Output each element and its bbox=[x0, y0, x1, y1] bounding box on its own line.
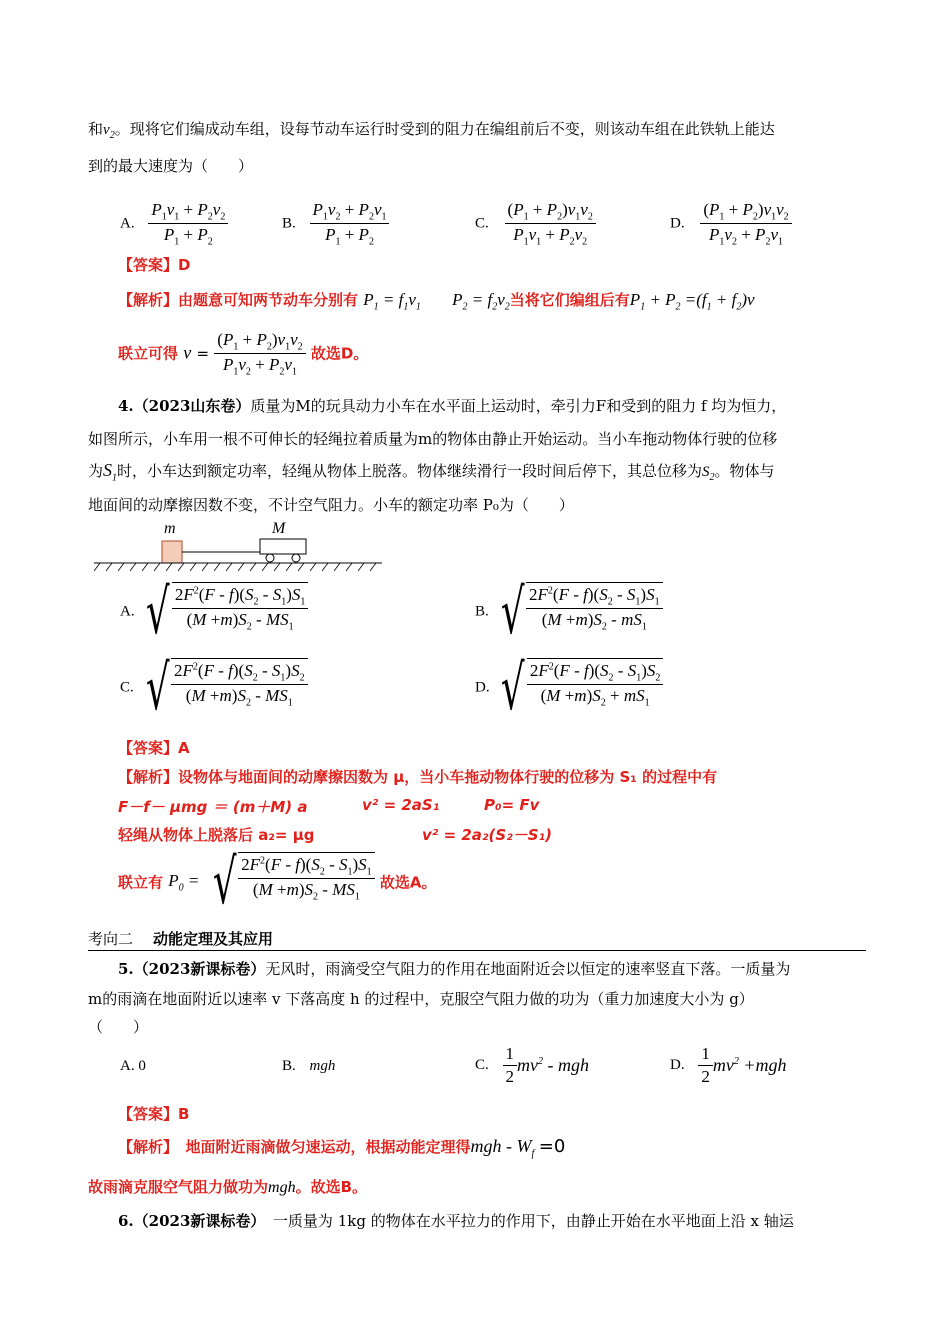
conclusion-end: 。故选B。 bbox=[295, 1178, 368, 1196]
q5-number: 5.（2023新课标卷） bbox=[118, 960, 266, 978]
q5-answer: 【答案】B bbox=[118, 1105, 190, 1123]
fig-label-M: M bbox=[272, 520, 286, 537]
q3-option-d[interactable] bbox=[670, 200, 792, 248]
ground-hatch bbox=[94, 563, 376, 571]
q4-c-formula: √ $\frac{2F^2(F - f)(S_2 - S_1)S_2}{(M +m)S_2 - MS_1}$ bbox=[138, 658, 308, 718]
fig-label-m: m bbox=[164, 520, 176, 537]
q3-line1-text: 。现将它们编成动车组，设每节动车运行时受到的阻力在编组前后不变，则该动车组在此铁轨上能达 bbox=[114, 120, 775, 138]
section-title: 动能定理及其应用 bbox=[153, 930, 274, 948]
q3-c-formula: $\frac{(P_1 + P_2)v_1v_2}{P_1v_1 + P_2v_2}$ bbox=[505, 200, 596, 248]
q4-eq3: P₀= Fv bbox=[484, 796, 540, 814]
q5-line2: m的雨滴在地面附近以速率 v 下落高度 h 的过程中，克服空气阻力做的功为（重力加速度大小为 g） bbox=[88, 990, 754, 1008]
option-letter: C. bbox=[120, 679, 134, 696]
q3-option-c[interactable] bbox=[475, 200, 596, 248]
q4-answer: 【答案】A bbox=[118, 739, 190, 757]
q3-answer: 【答案】D bbox=[118, 256, 191, 274]
q5-c-formula: $mv^2$ - mgh bbox=[517, 1055, 590, 1075]
q3-combine: 联立可得 v = $\frac{(P_1 + P_2)v_1v_2}{P_1v_2 + P_2v_1}$ 故选D。 bbox=[118, 330, 369, 378]
option-letter: D. bbox=[670, 1057, 685, 1073]
q4-analysis-1: 【解析】设物体与地面间的动摩擦因数为 μ，当小车拖动物体行驶的位移为 S₁ 的过程中有 bbox=[118, 768, 718, 786]
analysis-text: 由题意可知两节动车分别有 bbox=[178, 291, 359, 309]
q4-line3b: 时，小车达到额定功率，轻绳从物体上脱落。物体继续滑行一段时间后停下，其总位移为 bbox=[117, 462, 703, 480]
q4-eq5: v² = 2a₂(S₂－S₁) bbox=[422, 826, 552, 844]
wheel-right bbox=[292, 554, 300, 562]
s2-symbol: $S_2$ bbox=[702, 464, 715, 483]
q4-a-formula: √ $\frac{2F^2(F - f)(S_2 - S_1)S_1}{(M +m)S_2 - MS_1}$ bbox=[138, 582, 308, 642]
q4-option-c[interactable] bbox=[120, 651, 308, 724]
q5-line3: （ ） bbox=[88, 1018, 149, 1036]
q5-d-half: $\frac{1}{2}$ bbox=[698, 1044, 713, 1087]
option-letter: C. bbox=[475, 215, 489, 232]
q5-option-b[interactable] bbox=[282, 1058, 335, 1075]
q6-number: 6.（2023新课标卷） bbox=[118, 1212, 258, 1230]
s1-symbol: $S_1$ bbox=[103, 460, 118, 484]
q5-b-value: mgh bbox=[309, 1058, 336, 1074]
section-divider bbox=[88, 950, 866, 951]
v-symbol: v bbox=[183, 342, 192, 363]
choose-text: 故选D。 bbox=[310, 344, 369, 363]
q5-conclusion bbox=[88, 1176, 367, 1197]
q3-prefix: 和 bbox=[88, 120, 104, 138]
q5-option-a[interactable]: A. 0 bbox=[120, 1058, 146, 1074]
section-header bbox=[88, 928, 273, 949]
q5-analysis: 【解析】 地面附近雨滴做匀速运动，根据动能定理得mgh - $W_f =0$ bbox=[118, 1136, 566, 1160]
q4-eq1: F－f－ μmg ＝ (m＋M) a bbox=[118, 798, 308, 816]
combine-text: 联立有 bbox=[118, 873, 164, 892]
q4-eq4: 轻绳从物体上脱落后 a₂= μg bbox=[118, 826, 315, 844]
q4-line2: 如图所示，小车用一根不可伸长的轻绳拉着质量为m的物体由静止开始运动。当小车拖动物体行驶的位移 bbox=[88, 430, 778, 448]
option-letter: B. bbox=[475, 603, 489, 620]
q4-eq2: v² = 2aS₁ bbox=[362, 796, 440, 814]
q3-option-a[interactable] bbox=[120, 200, 228, 248]
option-letter: A. bbox=[120, 215, 135, 232]
q3-d-formula: $\frac{(P_1 + P_2)v_1v_2}{P_1v_2 + P_2v_1}$ bbox=[700, 200, 791, 248]
q3-a-formula: $\frac{P_1v_1 + P_2v_2}{P_1 + P_2}$ bbox=[148, 200, 228, 248]
p0-symbol: $P_0$ = bbox=[168, 870, 200, 894]
q4-number: 4.（2023山东卷） bbox=[118, 397, 251, 415]
cart-M bbox=[260, 539, 306, 554]
q4-combine bbox=[118, 845, 437, 918]
q5-d-formula: $mv^2 +mgh$ bbox=[712, 1055, 787, 1075]
q5-line1-text: 无风时，雨滴受空气阻力的作用在地面附近会以恒定的速率竖直下落。一质量为 bbox=[265, 960, 791, 978]
q5-c-half: $\frac{1}{2}$ bbox=[503, 1044, 518, 1087]
option-letter: D. bbox=[670, 215, 685, 232]
q4-b-formula: √ $\frac{2F^2(F - f)(S_2 - S_1)S_1}{(M +m)S_2 - mS_1}$ bbox=[493, 582, 663, 642]
q4-line1 bbox=[118, 395, 786, 416]
eq-combined: $P_1 + P_2 =(f_1 + f_2)v$ bbox=[629, 290, 755, 313]
analysis-text: 【解析】 地面附近雨滴做匀速运动，根据动能定理得 bbox=[118, 1138, 471, 1156]
q4-line3 bbox=[88, 460, 775, 484]
q4-d-formula: √ $\frac{2F^2(F - f)(S_2 - S_1)S_2}{(M +m)S_2 + mS_1}$ bbox=[493, 658, 663, 718]
q6-line1-text: 一质量为 1kg 的物体在水平拉力的作用下，由静止开始在水平地面上沿 x 轴运 bbox=[257, 1212, 794, 1230]
v2-symbol: $v_2$ bbox=[103, 122, 115, 141]
wheel-left bbox=[266, 554, 274, 562]
combine-text: 联立可得 bbox=[118, 344, 179, 363]
option-letter: D. bbox=[475, 679, 490, 696]
analysis-mid: 当将它们编组后有 bbox=[509, 291, 630, 309]
q3-result-formula: $\frac{(P_1 + P_2)v_1v_2}{P_1v_2 + P_2v_1}$ bbox=[214, 330, 305, 378]
conclusion-text: 故雨滴克服空气阻力做功为 bbox=[88, 1178, 269, 1196]
q5-analysis-formula: mgh - $W_f$ bbox=[470, 1136, 535, 1160]
q3-line1 bbox=[88, 118, 775, 141]
q6-line1 bbox=[118, 1210, 794, 1231]
q4-line1-text: 质量为M的玩具动力小车在水平面上运动时，牵引力F和受到的阻力 f 均为恒力， bbox=[250, 397, 787, 415]
q3-line2: 到的最大速度为（ ） bbox=[88, 157, 254, 175]
eq-p1: $P_1 = f_1v_1$ bbox=[363, 290, 421, 313]
q3-b-formula: $\frac{P_1v_2 + P_2v_1}{P_1 + P_2}$ bbox=[310, 200, 390, 248]
q4-line4: 地面间的动摩擦因数不变，不计空气阻力。小车的额定功率 P₀为（ ） bbox=[88, 496, 574, 514]
q3-analysis bbox=[118, 289, 755, 312]
analysis-label: 【解析】 bbox=[118, 291, 179, 309]
section-label: 考向二 bbox=[88, 930, 134, 948]
q4-result-formula: √ $\frac{2F^2(F - f)(S_2 - S_1)S_1}{(M +m)S_2 - MS_1}$ bbox=[205, 852, 375, 912]
q4-figure bbox=[92, 516, 384, 576]
block-m bbox=[162, 541, 182, 563]
q3-option-b[interactable] bbox=[282, 200, 389, 248]
q4-option-d[interactable] bbox=[475, 651, 663, 724]
option-letter: A. bbox=[120, 603, 135, 620]
choose-text: 故选A。 bbox=[379, 873, 437, 892]
eq-p2: $P_2 = f_2v_2$ bbox=[452, 290, 510, 313]
q4-line3c: 。物体与 bbox=[714, 462, 775, 480]
option-letter: C. bbox=[475, 1057, 489, 1073]
option-letter: B. bbox=[282, 215, 296, 232]
mgh-symbol: mgh bbox=[268, 1179, 296, 1196]
q5-option-c[interactable] bbox=[475, 1044, 589, 1087]
q4-option-a[interactable] bbox=[120, 575, 308, 648]
q5-line1 bbox=[118, 958, 790, 979]
q4-line3a: 为 bbox=[88, 462, 104, 480]
q5-option-d[interactable] bbox=[670, 1044, 787, 1087]
option-letter: B. bbox=[282, 1058, 296, 1074]
q4-option-b[interactable] bbox=[475, 575, 663, 648]
